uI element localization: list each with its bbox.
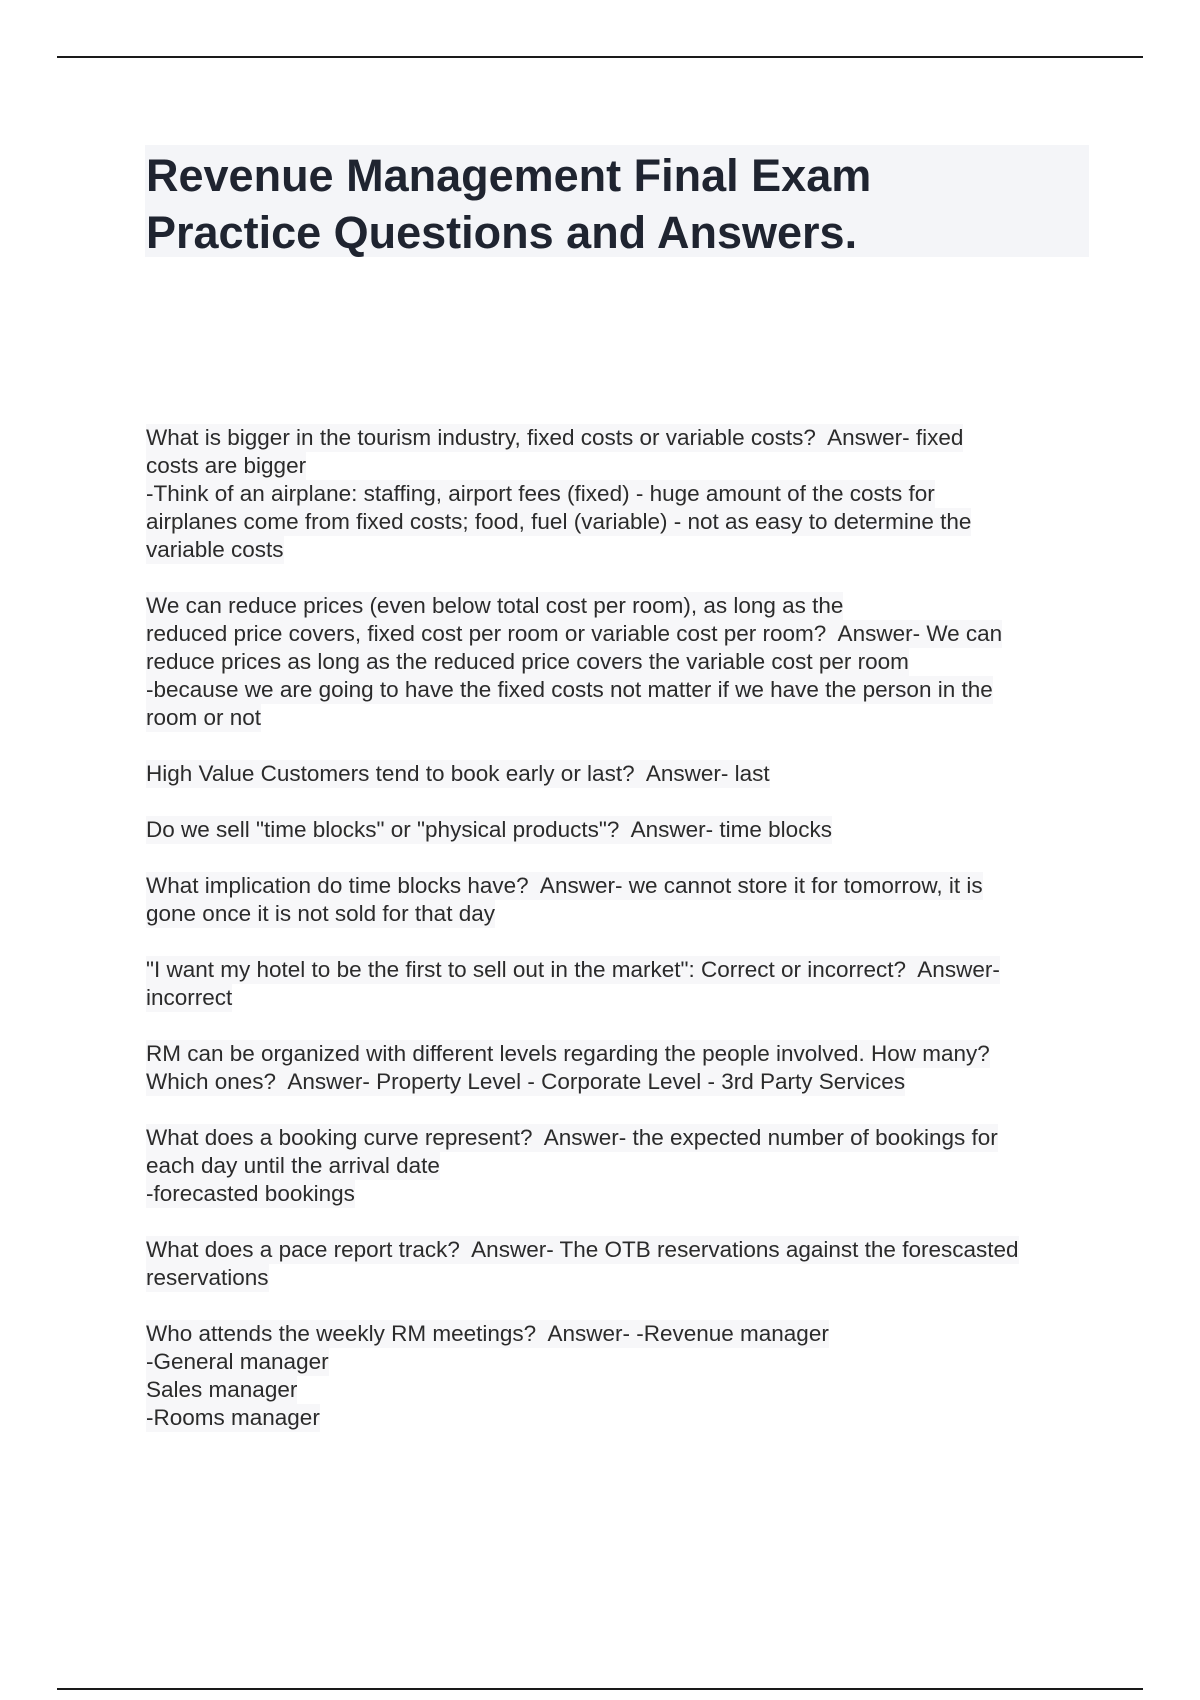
qa-line: -forecasted bookings [146, 1181, 355, 1206]
title-line: Practice Questions and Answers. [146, 207, 858, 258]
qa-item [146, 872, 1096, 928]
qa-line: What does a booking curve represent? Answer- the expected number of bookings for [146, 1125, 998, 1150]
qa-line: variable costs [146, 537, 284, 562]
qa-line: airplanes come from fixed costs; food, fuel (variable) - not as easy to determine the [146, 509, 972, 534]
qa-line: Do we sell "time blocks" or "physical products"? Answer- time blocks [146, 817, 832, 842]
qa-line: Sales manager [146, 1377, 298, 1402]
qa-line: -Think of an airplane: staffing, airport fees (fixed) - huge amount of the costs for [146, 481, 935, 506]
qa-item [146, 1040, 1096, 1096]
qa-item [146, 1236, 1096, 1292]
qa-line: reservations [146, 1265, 269, 1290]
bottom-rule [57, 1688, 1143, 1690]
qa-line: -Rooms manager [146, 1405, 320, 1430]
qa-item [146, 424, 1096, 564]
qa-item [146, 956, 1096, 1012]
qa-line: reduced price covers, fixed cost per room or variable cost per room? Answer- We can [146, 621, 1003, 646]
qa-line: room or not [146, 705, 262, 730]
qa-line: gone once it is not sold for that day [146, 901, 495, 926]
qa-line: -because we are going to have the fixed costs not matter if we have the person in the [146, 677, 993, 702]
qa-item [146, 760, 1096, 788]
qa-line: We can reduce prices (even below total cost per room), as long as the [146, 593, 844, 618]
qa-line: What implication do time blocks have? Answer- we cannot store it for tomorrow, it is [146, 873, 983, 898]
qa-line: "I want my hotel to be the first to sell out in the market": Correct or incorrect? Answer- [146, 957, 1000, 982]
qa-item [146, 1320, 1096, 1432]
qa-item [146, 592, 1096, 732]
qa-line: What does a pace report track? Answer- The OTB reservations against the forescasted [146, 1237, 1019, 1262]
qa-item [146, 1124, 1096, 1208]
qa-line: High Value Customers tend to book early or last? Answer- last [146, 761, 770, 786]
qa-line: Who attends the weekly RM meetings? Answer- -Revenue manager [146, 1321, 829, 1346]
qa-line: -General manager [146, 1349, 329, 1374]
qa-list [146, 424, 1096, 1460]
qa-line: Which ones? Answer- Property Level - Corporate Level - 3rd Party Services [146, 1069, 906, 1094]
qa-line: each day until the arrival date [146, 1153, 440, 1178]
qa-line: incorrect [146, 985, 233, 1010]
qa-line: What is bigger in the tourism industry, fixed costs or variable costs? Answer- fixed [146, 425, 964, 450]
qa-item [146, 816, 1096, 844]
title-line: Revenue Management Final Exam [146, 150, 872, 201]
qa-line: RM can be organized with different levels regarding the people involved. How many? [146, 1041, 990, 1066]
qa-line: reduce prices as long as the reduced price covers the variable cost per room [146, 649, 909, 674]
qa-line: costs are bigger [146, 453, 307, 478]
top-rule [57, 56, 1143, 58]
document-title [146, 147, 1086, 261]
